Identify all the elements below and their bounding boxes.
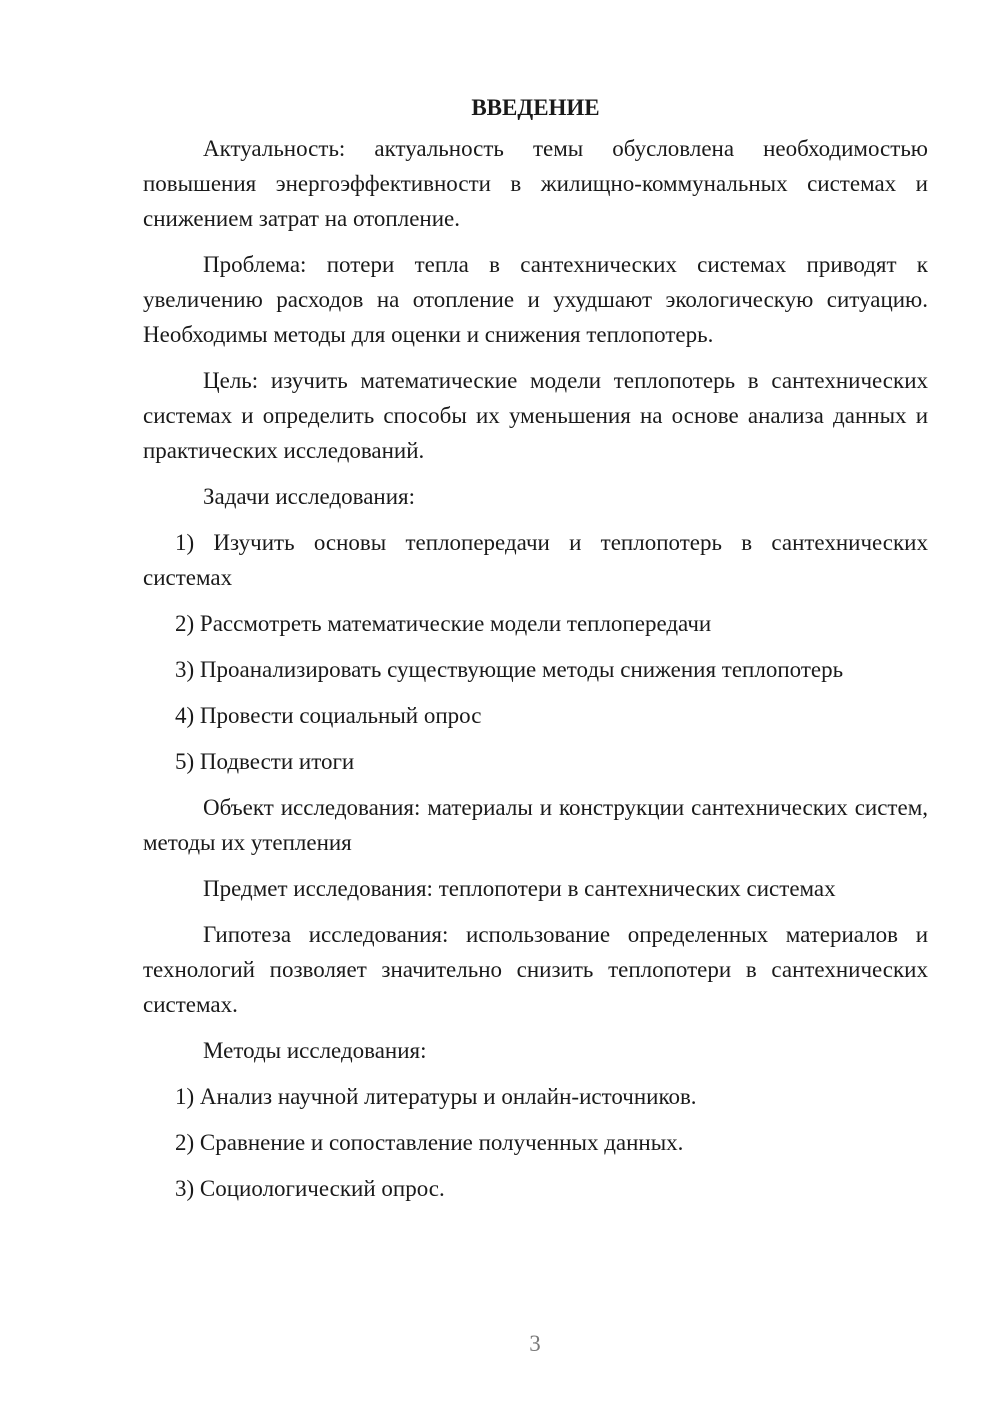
page-body: [143, 90, 928, 1217]
task-item-5: 5) Подвести итоги: [175, 749, 355, 774]
goal-paragraph: Цель: изучить математические модели теплопотерь в сантехнических системах и определить способы их уменьшения на основе анализа данных и практических исследований.: [143, 368, 928, 463]
methods-heading: Методы исследования:: [203, 1038, 427, 1063]
task-item-1: 1) Изучить основы теплопередачи и теплопотерь в сантехнических системах: [143, 530, 928, 590]
relevance-paragraph: Актуальность: актуальность темы обусловлена необходимостью повышения энергоэффективности в жилищно-коммунальных системах и снижением затрат на отопление.: [143, 136, 928, 231]
object-paragraph: Объект исследования: материалы и конструкции сантехнических систем, методы их утепления: [143, 795, 928, 855]
subject-paragraph: Предмет исследования: теплопотери в сантехнических системах: [203, 876, 836, 901]
page-number: 3: [529, 1331, 541, 1356]
problem-paragraph: Проблема: потери тепла в сантехнических системах приводят к увеличению расходов на отопление и ухудшают экологическую ситуацию. Необходимы методы для оценки и снижения теплопотерь.: [143, 252, 928, 347]
page-title: ВВЕДЕНИЕ: [471, 95, 600, 120]
method-item-1: 1) Анализ научной литературы и онлайн-источников.: [175, 1084, 697, 1109]
task-item-3: 3) Проанализировать существующие методы снижения теплопотерь: [175, 657, 844, 682]
tasks-heading: Задачи исследования:: [203, 484, 416, 509]
hypothesis-paragraph: Гипотеза исследования: использование определенных материалов и технологий позволяет значительно снизить теплопотери в сантехнических системах.: [143, 922, 928, 1017]
task-item-4: 4) Провести социальный опрос: [175, 703, 482, 728]
method-item-3: 3) Социологический опрос.: [175, 1176, 445, 1201]
task-item-2: 2) Рассмотреть математические модели теплопередачи: [175, 611, 712, 636]
method-item-2: 2) Сравнение и сопоставление полученных данных.: [175, 1130, 684, 1155]
